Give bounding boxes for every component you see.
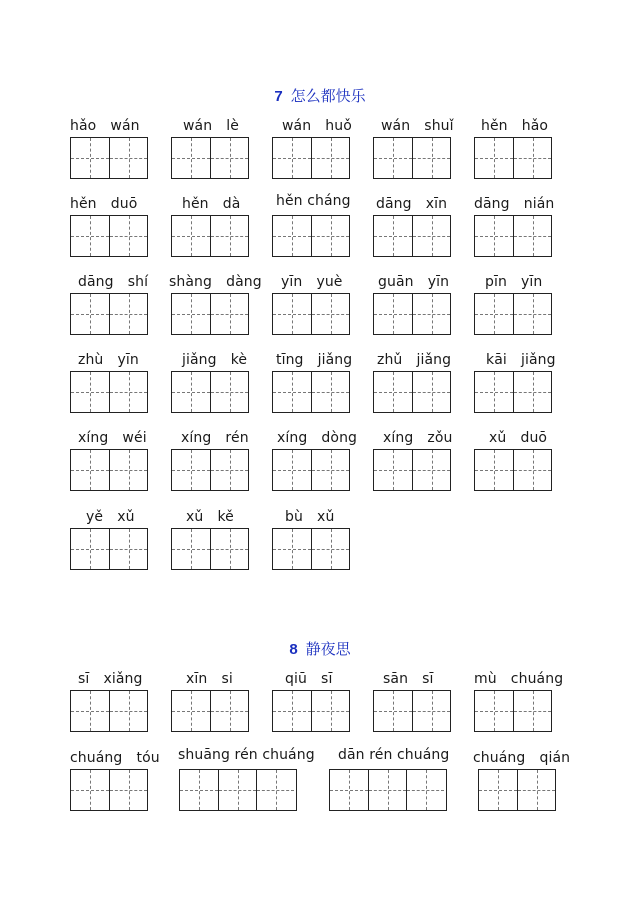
writing-grid[interactable] (70, 769, 148, 811)
writing-grid[interactable] (373, 449, 451, 491)
writing-grid[interactable] (179, 769, 297, 811)
pinyin-label: shàng dàng (169, 274, 262, 290)
pinyin-label: xíng rén (181, 430, 249, 446)
pinyin-label: hěn duō (70, 196, 138, 212)
pinyin-label: dāng xīn (376, 196, 448, 212)
writing-grid[interactable] (171, 449, 249, 491)
writing-grid[interactable] (272, 137, 350, 179)
lesson-number: 8 (289, 641, 298, 658)
pinyin-label: wán lè (183, 118, 240, 134)
pinyin-label: xīn si (186, 671, 233, 687)
pinyin-label: yīn yuè (281, 274, 343, 290)
writing-grid[interactable] (171, 528, 249, 570)
writing-grid[interactable] (272, 449, 350, 491)
pinyin-label: dāng nián (474, 196, 555, 212)
pinyin-label: yě xǔ (86, 509, 135, 525)
section-title (0, 85, 640, 106)
section-title (0, 638, 640, 659)
pinyin-label: kāi jiǎng (486, 352, 556, 368)
writing-grid[interactable] (329, 769, 447, 811)
pinyin-label: zhù yīn (78, 352, 139, 368)
pinyin-label: sān sī (383, 671, 434, 687)
pinyin-label: hěn dà (182, 196, 241, 212)
writing-grid[interactable] (272, 371, 350, 413)
writing-grid[interactable] (70, 528, 148, 570)
pinyin-label: chuáng qián (473, 750, 571, 766)
pinyin-label: sī xiǎng (78, 671, 143, 687)
pinyin-label: xíng dòng (277, 430, 358, 446)
pinyin-label: bù xǔ (285, 509, 335, 525)
pinyin-label: xíng wéi (78, 430, 147, 446)
pinyin-label: xíng zǒu (383, 430, 453, 446)
writing-grid[interactable] (272, 528, 350, 570)
writing-grid[interactable] (373, 215, 451, 257)
writing-grid[interactable] (373, 137, 451, 179)
writing-grid[interactable] (272, 293, 350, 335)
lesson-number: 7 (274, 88, 283, 105)
writing-grid[interactable] (70, 293, 148, 335)
pinyin-label: wán huǒ (282, 118, 352, 134)
pinyin-label: xǔ kě (186, 509, 234, 525)
writing-grid[interactable] (474, 215, 552, 257)
writing-grid[interactable] (373, 293, 451, 335)
pinyin-label: guān yīn (378, 274, 450, 290)
pinyin-label: shuāng rén chuáng (178, 747, 315, 763)
writing-grid[interactable] (373, 371, 451, 413)
pinyin-label: chuáng tóu (70, 750, 160, 766)
writing-grid[interactable] (474, 449, 552, 491)
writing-grid[interactable] (478, 769, 556, 811)
pinyin-label: pīn yīn (485, 274, 543, 290)
pinyin-label: dān rén chuáng (338, 747, 450, 763)
lesson-title: 怎么都快乐 (290, 87, 366, 105)
writing-grid[interactable] (70, 690, 148, 732)
pinyin-label: hěn hǎo (481, 118, 549, 134)
writing-grid[interactable] (474, 137, 552, 179)
writing-grid[interactable] (171, 293, 249, 335)
writing-grid[interactable] (272, 215, 350, 257)
pinyin-label: qiū sī (285, 671, 333, 687)
writing-grid[interactable] (373, 690, 451, 732)
pinyin-label: hěn cháng (276, 193, 351, 209)
writing-grid[interactable] (70, 215, 148, 257)
pinyin-label: jiǎng kè (182, 352, 248, 368)
writing-grid[interactable] (171, 215, 249, 257)
writing-grid[interactable] (70, 371, 148, 413)
writing-grid[interactable] (171, 690, 249, 732)
pinyin-label: xǔ duō (489, 430, 548, 446)
pinyin-label: hǎo wán (70, 118, 140, 134)
writing-grid[interactable] (272, 690, 350, 732)
writing-grid[interactable] (70, 137, 148, 179)
pinyin-label: tīng jiǎng (276, 352, 353, 368)
pinyin-label: dāng shí (78, 274, 149, 290)
pinyin-label: mù chuáng (474, 671, 564, 687)
writing-grid[interactable] (474, 371, 552, 413)
pinyin-label: wán shuǐ (381, 118, 454, 134)
writing-grid[interactable] (171, 137, 249, 179)
writing-grid[interactable] (474, 293, 552, 335)
writing-grid[interactable] (70, 449, 148, 491)
writing-grid[interactable] (171, 371, 249, 413)
pinyin-label: zhǔ jiǎng (377, 352, 452, 368)
lesson-title: 静夜思 (305, 640, 351, 658)
writing-grid[interactable] (474, 690, 552, 732)
